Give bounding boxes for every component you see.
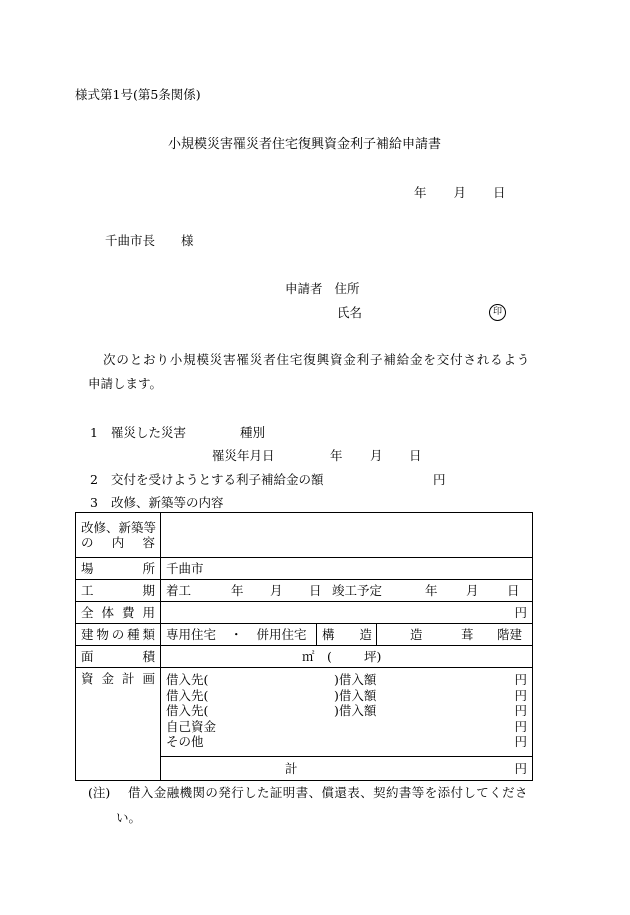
table-row-funds [76, 668, 533, 757]
funds-total-label: 計 [285, 761, 298, 776]
area-label: 面積 [76, 646, 161, 668]
structure-value[interactable] [377, 624, 533, 646]
body-text-line2: 申請します。 [88, 376, 163, 391]
item3-number: 3 [90, 495, 98, 510]
seal-icon: 印 [489, 304, 506, 321]
funds-label: 資金計画 [81, 671, 155, 686]
period-end-month: 月 [466, 583, 479, 598]
period-start-month: 月 [270, 583, 283, 598]
fund-line-loan-1[interactable]: 借入先( )借入額 円 [166, 672, 528, 688]
building-type-options[interactable] [161, 624, 317, 646]
item2-unit: 円 [433, 472, 446, 487]
fund-line-loan-3[interactable]: 借入先( )借入額 円 [166, 703, 528, 719]
period-start-day: 日 [309, 583, 322, 598]
building-type-label: 建物の種類 [76, 624, 161, 646]
table-row-building [76, 624, 533, 646]
fund-line-loan-2[interactable]: 借入先( )借入額 円 [166, 687, 528, 703]
table-row-period [76, 580, 533, 602]
funds-total-cell[interactable] [161, 757, 533, 781]
item1-year: 年 [330, 448, 343, 463]
building-option-mixed[interactable]: 併用住宅 [256, 627, 307, 642]
fund-line-own-funds[interactable]: 自己資金 円 [166, 718, 528, 734]
structure-zou: 造 [410, 627, 423, 642]
note-line1: 借入金融機関の発行した証明書、償還表、契約書等を添付してくださ [128, 785, 528, 800]
period-value-cell[interactable] [161, 580, 533, 602]
total-cost-label: 全体費用 [76, 602, 161, 624]
application-table [75, 512, 533, 781]
date-line [414, 183, 506, 201]
note-label: (注) [88, 785, 111, 800]
period-start: 着工 [166, 583, 192, 598]
building-option-dedicated[interactable]: 専用住宅 [166, 627, 217, 642]
structure-label: 構 造 [317, 624, 377, 646]
date-day: 日 [493, 185, 506, 200]
applicant-address-line [285, 279, 360, 297]
item3-label: 改修、新築等の内容 [110, 495, 224, 510]
form-number: 様式第1号(第5条関係) [75, 87, 201, 102]
item3-line [90, 493, 223, 511]
address-label: 住所 [334, 281, 360, 296]
item1-day: 日 [409, 448, 422, 463]
total-cost-value[interactable] [161, 602, 533, 624]
structure-floors: 階建 [497, 627, 523, 642]
location-value[interactable]: 千曲市 [161, 558, 533, 580]
funds-total-unit: 円 [514, 761, 528, 776]
period-start-year: 年 [231, 583, 244, 598]
note-line2: い。 [116, 810, 142, 825]
date-month: 月 [453, 185, 467, 200]
period-end-day: 日 [507, 583, 520, 598]
period-end: 竣工予定 [332, 583, 383, 598]
seal-mark [489, 302, 506, 321]
item1-line [90, 423, 186, 441]
table-row-location [76, 558, 533, 580]
funds-label-cell [76, 668, 161, 781]
form-title: 小規模災害罹災者住宅復興資金利子補給申請書 [168, 137, 442, 152]
item1-month: 月 [370, 448, 383, 463]
item2-label: 交付を受けようとする利子補給金の額 [110, 472, 324, 487]
item2-number: 2 [90, 472, 98, 487]
item1-date-label: 罹災年月日 [212, 448, 275, 463]
item2-line [90, 470, 323, 488]
area-tsubo: 坪) [364, 649, 382, 664]
content-value-cell[interactable] [161, 513, 533, 558]
applicant-label: 申請者 [285, 281, 323, 296]
area-value[interactable] [161, 646, 533, 668]
area-unit: ㎡ [302, 649, 315, 664]
area-tsubo-open: ( [327, 649, 332, 664]
content-label-line1: 改修、新築等 [81, 520, 157, 535]
period-end-year: 年 [425, 583, 438, 598]
addressee [105, 231, 194, 249]
period-label: 工期 [76, 580, 161, 602]
structure-roof: 葺 [461, 627, 474, 642]
addressee-name: 千曲市長 [105, 233, 156, 248]
content-label-line2: の 内 容 [81, 535, 155, 550]
item1-number: 1 [90, 425, 98, 440]
table-row-content [76, 513, 533, 558]
total-cost-unit: 円 [514, 605, 528, 620]
content-label-cell [76, 513, 161, 558]
date-year: 年 [414, 185, 427, 200]
table-row-total [76, 602, 533, 624]
item1-kind-label: 種別 [240, 425, 266, 440]
fund-line-other[interactable]: その他 円 [166, 734, 528, 750]
funds-lines-cell[interactable] [161, 668, 533, 757]
body-text-line1: 次のとおり小規模災害罹災者住宅復興資金利子補給金を交付されるよう [103, 352, 531, 367]
building-option-separator: ・ [230, 627, 243, 642]
item1-label: 罹災した災害 [110, 425, 186, 440]
location-label: 場所 [76, 558, 161, 580]
name-label: 氏名 [337, 305, 363, 320]
table-row-area [76, 646, 533, 668]
addressee-honorific: 様 [181, 233, 194, 248]
